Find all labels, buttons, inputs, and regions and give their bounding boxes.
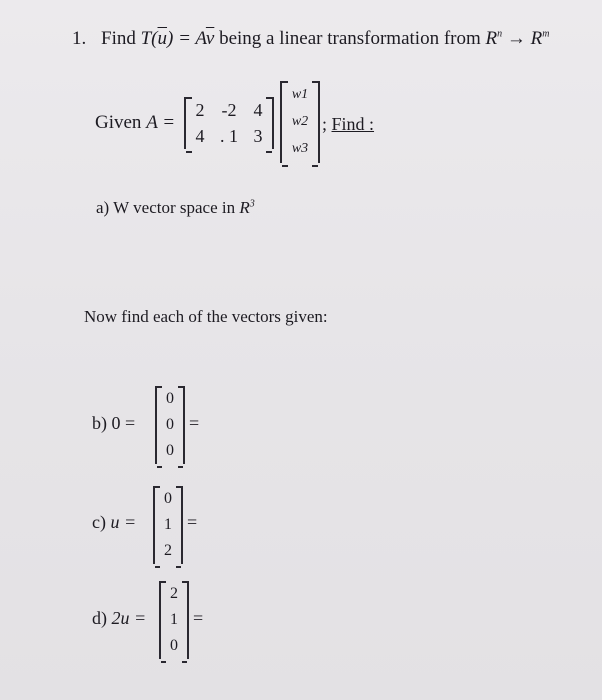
part-b-equals: =	[189, 413, 200, 433]
vector-cell: 0	[166, 416, 174, 433]
question-number: 1.	[72, 28, 87, 49]
question-mid-text: being a linear transformation from	[219, 28, 481, 49]
find-prompt	[322, 114, 374, 135]
part-b-vector	[155, 386, 185, 464]
part-a	[96, 198, 255, 218]
vector-cell: 0	[170, 637, 178, 654]
part-d-lhs: 2u =	[111, 608, 147, 628]
part-b-label: b)	[92, 413, 107, 433]
part-c-label: c)	[92, 512, 106, 532]
part-d-label-line	[92, 608, 146, 629]
given-label: Given	[95, 112, 142, 133]
semicolon: ;	[322, 114, 328, 134]
part-c-vector	[153, 486, 183, 564]
expr-Rn: R	[485, 28, 498, 49]
part-d-equals: =	[193, 608, 204, 628]
matrix-A-cell: 4	[195, 126, 205, 146]
vector-cell: 0	[164, 490, 172, 507]
matrix-A-cell: 2	[195, 100, 205, 120]
instruction-text: Now find each of the vectors given:	[84, 307, 328, 326]
part-d-vector	[159, 581, 189, 659]
question-title	[72, 28, 549, 50]
expr-v: $\overline{v}$	[205, 28, 215, 49]
part-c-label-line	[92, 512, 136, 533]
given-line	[95, 112, 175, 134]
part-c-lhs: u =	[110, 512, 137, 532]
part-a-space: R	[239, 198, 250, 217]
vector-W-cell: w2	[291, 114, 309, 129]
vector-cell: 1	[164, 516, 172, 533]
matrix-A-cell: . 1	[220, 126, 238, 146]
part-b-label-line	[92, 413, 135, 434]
question-find-word: Find	[101, 28, 136, 49]
matrix-A-cell: 3	[253, 126, 263, 146]
matrix-name: A =	[146, 112, 176, 133]
expr-eq-A: ) = A	[167, 28, 206, 49]
sup-m: m	[542, 28, 550, 40]
matrix-A-cell: -2	[221, 100, 237, 120]
vector-W	[280, 81, 320, 163]
find-label: Find :	[331, 114, 375, 134]
matrix-A	[184, 97, 274, 149]
matrix-A-cell: 4	[253, 100, 263, 120]
vector-cell: 0	[166, 390, 174, 407]
part-c-equals: =	[187, 512, 198, 532]
sup-n: n	[497, 28, 503, 40]
vector-cell: 2	[164, 542, 172, 559]
vector-cell: 2	[170, 585, 178, 602]
expr-u: $\overline{u}$	[157, 28, 168, 49]
vector-W-cell: w3	[291, 141, 309, 156]
expr-T: T(	[140, 28, 158, 49]
part-b-lhs: 0 =	[111, 413, 136, 433]
part-d-label: d)	[92, 608, 107, 628]
vector-W-cell: w1	[291, 87, 309, 102]
part-a-label: a)	[96, 198, 110, 217]
vector-cell: 0	[166, 442, 174, 459]
part-a-sup: 3	[249, 198, 255, 210]
expr-Rm: R	[530, 28, 543, 49]
vector-cell: 1	[170, 611, 178, 628]
part-a-text: W vector space in	[113, 198, 236, 217]
arrow-symbol: →	[506, 28, 526, 49]
